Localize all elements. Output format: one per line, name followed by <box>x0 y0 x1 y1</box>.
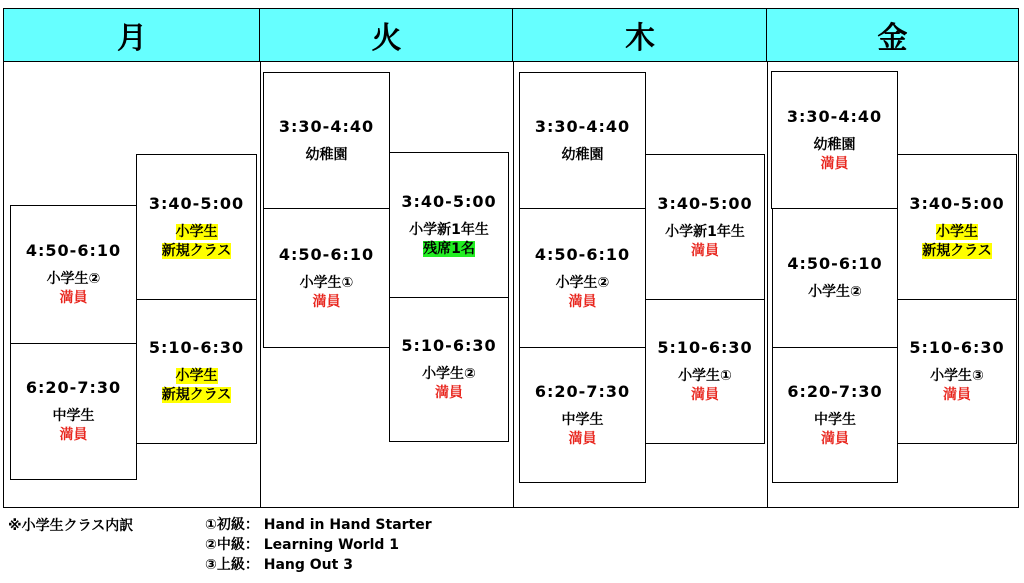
class-box-mon-1 <box>10 205 137 344</box>
class-time: 5:10-6:30 <box>148 338 245 357</box>
class-time: 3:40-5:00 <box>909 193 1005 213</box>
status-full: 満員 <box>820 155 849 172</box>
level-1: ①初級： Hand in Hand Starter <box>205 517 432 533</box>
status-full: 満員 <box>568 430 597 447</box>
status-full: 満員 <box>821 430 849 447</box>
class-time: 3:40-5:00 <box>401 191 497 211</box>
class-name: 小学生② <box>555 274 610 291</box>
status-full: 満員 <box>943 387 971 403</box>
class-name: 小学新1年生 <box>665 223 745 240</box>
class-time: 5:10-6:30 <box>909 338 1005 357</box>
class-name: 中学生 <box>52 408 95 424</box>
class-box-tue-3 <box>389 152 509 298</box>
level-2: ②中級： Learning World 1 <box>205 537 400 553</box>
class-time: 5:10-6:30 <box>657 338 753 357</box>
class-name: 小学新1年生 <box>409 221 489 238</box>
seats-left-note: 残席1名 <box>423 240 475 257</box>
class-box-fri-5 <box>897 299 1017 444</box>
status-full: 満員 <box>691 242 719 259</box>
class-name: 中学生 <box>814 411 856 428</box>
class-box-tue-4 <box>389 297 509 442</box>
class-time: 3:30-4:40 <box>786 106 883 126</box>
class-box-mon-4 <box>136 299 257 444</box>
class-time: 5:10-6:30 <box>401 336 497 355</box>
status-full: 満員 <box>568 293 597 310</box>
class-time: 3:40-5:00 <box>657 193 753 213</box>
class-name: 幼稚園 <box>561 146 604 163</box>
class-name: 小学生② <box>422 366 476 382</box>
day-header-tue: 火 <box>259 8 514 62</box>
level-legend <box>205 515 432 575</box>
class-name: 小学生② <box>808 284 862 300</box>
class-time: 3:30-4:40 <box>534 116 631 136</box>
status-full: 満員 <box>691 387 719 403</box>
level-3: ③上級： Hang Out 3 <box>205 557 353 573</box>
class-name: 幼稚園 <box>305 146 348 163</box>
class-time: 4:50-6:10 <box>25 241 122 260</box>
class-name: 幼稚園 <box>813 136 856 153</box>
status-full: 満員 <box>312 293 341 310</box>
new-class-note: 新規クラス <box>922 242 992 259</box>
class-box-thu-3 <box>519 347 646 483</box>
class-box-thu-5 <box>645 299 765 444</box>
status-full: 満員 <box>59 290 88 306</box>
class-time: 6:20-7:30 <box>787 381 883 401</box>
class-name: 中学生 <box>561 411 604 428</box>
class-box-thu-4 <box>645 154 765 300</box>
class-box-thu-1 <box>519 72 646 209</box>
class-box-mon-3 <box>136 154 257 300</box>
class-box-thu-2 <box>519 208 646 348</box>
day-header-mon: 月 <box>3 8 261 62</box>
new-class-note: 新規クラス <box>161 242 232 259</box>
class-name: 小学生① <box>299 274 354 291</box>
class-box-fri-4 <box>897 154 1017 300</box>
class-name: 小学生 <box>936 223 978 240</box>
class-time: 3:40-5:00 <box>148 193 245 213</box>
day-header-fri: 金 <box>766 8 1019 62</box>
class-time: 3:30-4:40 <box>278 116 375 136</box>
class-box-tue-1 <box>263 72 390 209</box>
class-time: 4:50-6:10 <box>534 244 631 264</box>
class-name: 小学生① <box>678 368 732 384</box>
class-time: 6:20-7:30 <box>25 378 122 397</box>
class-time: 4:50-6:10 <box>278 244 375 264</box>
day-header-thu: 木 <box>512 8 768 62</box>
class-time: 4:50-6:10 <box>787 254 883 273</box>
status-full: 満員 <box>435 385 463 401</box>
footnote-title: ※小学生クラス内訳 <box>8 518 134 534</box>
class-name: 小学生② <box>46 271 101 287</box>
new-class-note: 新規クラス <box>161 387 232 403</box>
class-box-mon-2 <box>10 343 137 480</box>
class-name: 小学生 <box>175 368 218 384</box>
class-box-fri-3 <box>772 347 898 483</box>
class-box-fri-2 <box>772 208 898 348</box>
class-time: 6:20-7:30 <box>534 381 631 401</box>
class-name: 小学生 <box>175 223 218 240</box>
class-name: 小学生③ <box>930 368 984 384</box>
class-box-tue-2 <box>263 208 390 348</box>
class-box-fri-1 <box>771 71 898 209</box>
status-full: 満員 <box>59 427 88 443</box>
